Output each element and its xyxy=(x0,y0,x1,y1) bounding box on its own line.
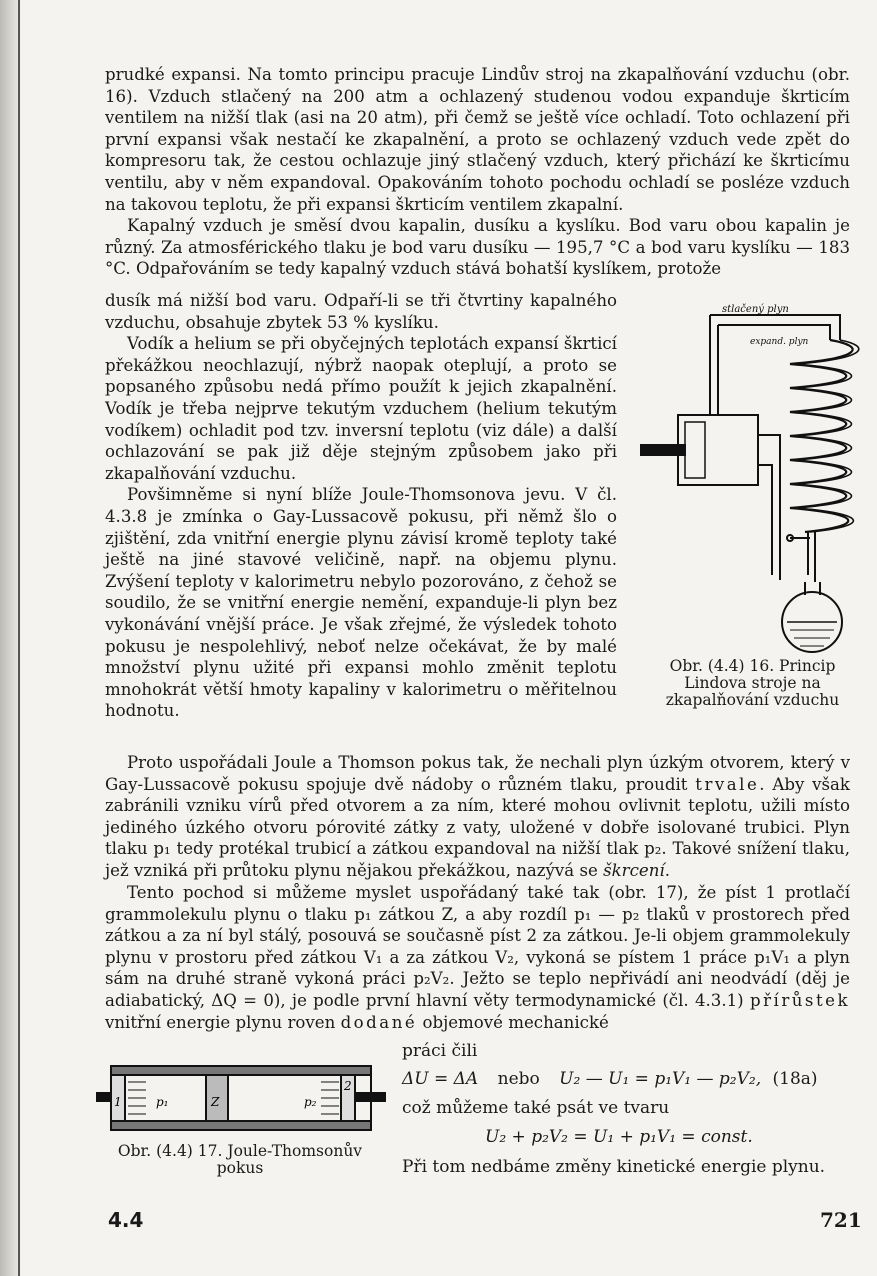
para4-text: Povšimněme si nyní blíže Joule-Thomsonova jevu. V čl. 4.3.8 je zmínka o Gay-Lussacově pokusu, při němž šlo o zjištění, zda vnitřní energie plynu závisí kromě teploty také ještě na jiné stavové veličině, např. na objemu plynu. Zvýšení teploty v kalorimetru nebylo pozorováno, z čehož se soudilo, že se vnitřní energie nemění, expanduje-li plyn bez vykonávání vnější práce. Je však zřejmé, že výsledek tohoto pokusu je nespolehlivý, neboť nelze očekávat, že by malé množství plynu užité při expansi mohlo změnit teplotu mnohokrát větší hmoty kapaliny v kalorimetru o měřitelnou hodnotu. xyxy=(105,485,617,721)
paragraph-liquid-air xyxy=(105,215,850,280)
eq1-right: U₂ — U₁ = p₁V₁ — p₂V₂, xyxy=(559,1069,762,1089)
para6-spaced-2: dodané xyxy=(340,1012,418,1032)
page-spine-line xyxy=(18,0,20,1276)
para5-a: Proto uspořádali Joule a Thomson pokus tak, že nechali plyn úzkým otvorem, který v Gay-Lussacově pokusu spojuje dvě nádoby o různém tlaku, proudit xyxy=(105,753,850,794)
para5-c: . Aby však zabránili vzniku vírů před otvorem a za ním, které mohou ovlivnit teplotu, užili místo jediného úzkého otvoru pórovité zátky z vaty, uložené v dobře isolované trubici. Plyn tlaku p₁ tedy protékal trubicí a zátkou expandoval na nižší tlak p₂. Takové snížení tlaku, jež vzniká při průtoku plynu nějakou překážkou, nazývá se xyxy=(105,774,850,880)
fig16-label-compressed: stlačený plyn xyxy=(722,304,789,315)
equation-18a xyxy=(402,1068,818,1090)
para5-emph: trvale xyxy=(695,774,760,794)
para6-spaced-1: přírůstek xyxy=(749,990,850,1010)
eq1-nebo: nebo xyxy=(497,1069,540,1089)
para5-e: . xyxy=(664,860,670,880)
fig17-label-2: 2 xyxy=(344,1079,352,1093)
figure-17-joule-thomson xyxy=(96,1058,386,1138)
figure-16-caption: Obr. (4.4) 16. Princip Lindova stroje na zkapalňování vzduchu xyxy=(665,657,840,709)
column-narrow xyxy=(105,290,617,722)
eq1-number: (18a) xyxy=(772,1069,818,1089)
para2-narrow-text: dusík má nižší bod varu. Odpaří-li se tři čtvrtiny kapalného vzduchu, obsahuje zbytek 53 % kyslíku. xyxy=(105,291,617,332)
figure-17-caption: Obr. (4.4) 17. Joule-Thomsonův pokus xyxy=(117,1142,363,1177)
para5-term: škrcení xyxy=(603,860,665,880)
para2-full-text: Kapalný vzduch je směsí dvou kapalin, dusíku a kyslíku. Bod varu obou kapalin je různý. Za atmosférického tlaku je bod varu dusíku — 195,7 °C a bod varu kyslíku — 183 °C. Odpařováním se tedy kapalný vzduch stává bohatší kyslíkem, protože xyxy=(105,216,850,279)
paragraph-lind-machine xyxy=(105,64,850,215)
para6-text: Tento pochod si můžeme myslet uspořádaný také tak (obr. 17), že píst 1 protlačí grammolekulu plynu o tlaku p₁ zátkou Z, a aby rozdíl p₁ — p₂ tlaků v prostorech před zátkou a za ní byl stálý, posouvá se současně píst 2 za zátkou. Je-li objem grammolekuly plynu v prostoru před zátkou V₁ a za zátkou V₂, vykoná se pístem 1 práce p₁V₁ a plyn sám na druhé straně vykoná práci p₂V₂. Ježto se teplo nepřivádí ani neodvádí (děj je adiabatický, ΔQ = 0), je podle první hlavní věty termodynamické (čl. 4.3.1) xyxy=(105,883,850,1010)
last-line: Při tom nedbáme změny kinetické energie plynu. xyxy=(402,1157,826,1177)
eq1-left: ΔU = ΔA xyxy=(402,1069,479,1089)
fig17-label-p1: p₁ xyxy=(156,1095,169,1109)
para3-text: Vodík a helium se při obyčejných teplotách expansí škrticí překážkou neochlazují, nýbrž naopak oteplují, a proto se popsaného způsobu nedá přímo použít k jejich zkapalnění. Vodík je třeba nejprve tekutým vzduchem (helium tekutým vodíkem) ochladit pod tzv. inversní teplotu (viz dále) a další ochlazování se pak již děje stejným způsobem jako při zkapalňování vzduchu. xyxy=(105,334,617,483)
figure-16-linde-machine xyxy=(640,300,860,660)
fig17-label-1: 1 xyxy=(114,1095,122,1109)
equation-const: U₂ + p₂V₂ = U₁ + p₁V₁ = const. xyxy=(485,1127,753,1147)
paragraph-joule-thomson xyxy=(105,752,850,882)
para1-text: prudké expansi. Na tomto principu pracuje Lindův stroj na zkapalňování vzduchu (obr. 16). Vzduch stlačený na 200 atm a ochlazený studenou vodou expanduje škrticím ventilem na nižší tlak (asi na 20 atm), při čemž se ještě více ochladí. Toto ochlazení při první expansi však nestačí ke zkapalnění, a proto se ochlazený vzduch vede zpět do kompresoru tak, že cestou ochlazuje jiný stlačený vzduch, který přichází ke škrticímu ventilu, aby v něm expandoval. Opakováním tohoto pochodu ochladí se posléze vzduch na takovou teplotu, že při expansi škrticím ventilem zkapalní. xyxy=(105,65,850,214)
fig17-label-p2: p₂ xyxy=(304,1095,317,1109)
fig16-label-expanded: expand. plyn xyxy=(750,337,809,347)
equation-intro: což můžeme také psát ve tvaru xyxy=(402,1098,670,1118)
para6-end: objemové mechanické xyxy=(422,1012,609,1032)
fig17-label-z: Z xyxy=(211,1095,220,1109)
page-number: 721 xyxy=(820,1208,862,1232)
section-number: 4.4 xyxy=(108,1208,144,1232)
paragraph-process xyxy=(105,882,850,1033)
text-prace-cili: práci čili xyxy=(402,1041,478,1061)
para6-mid: vnitřní energie plynu roven xyxy=(105,1012,336,1032)
